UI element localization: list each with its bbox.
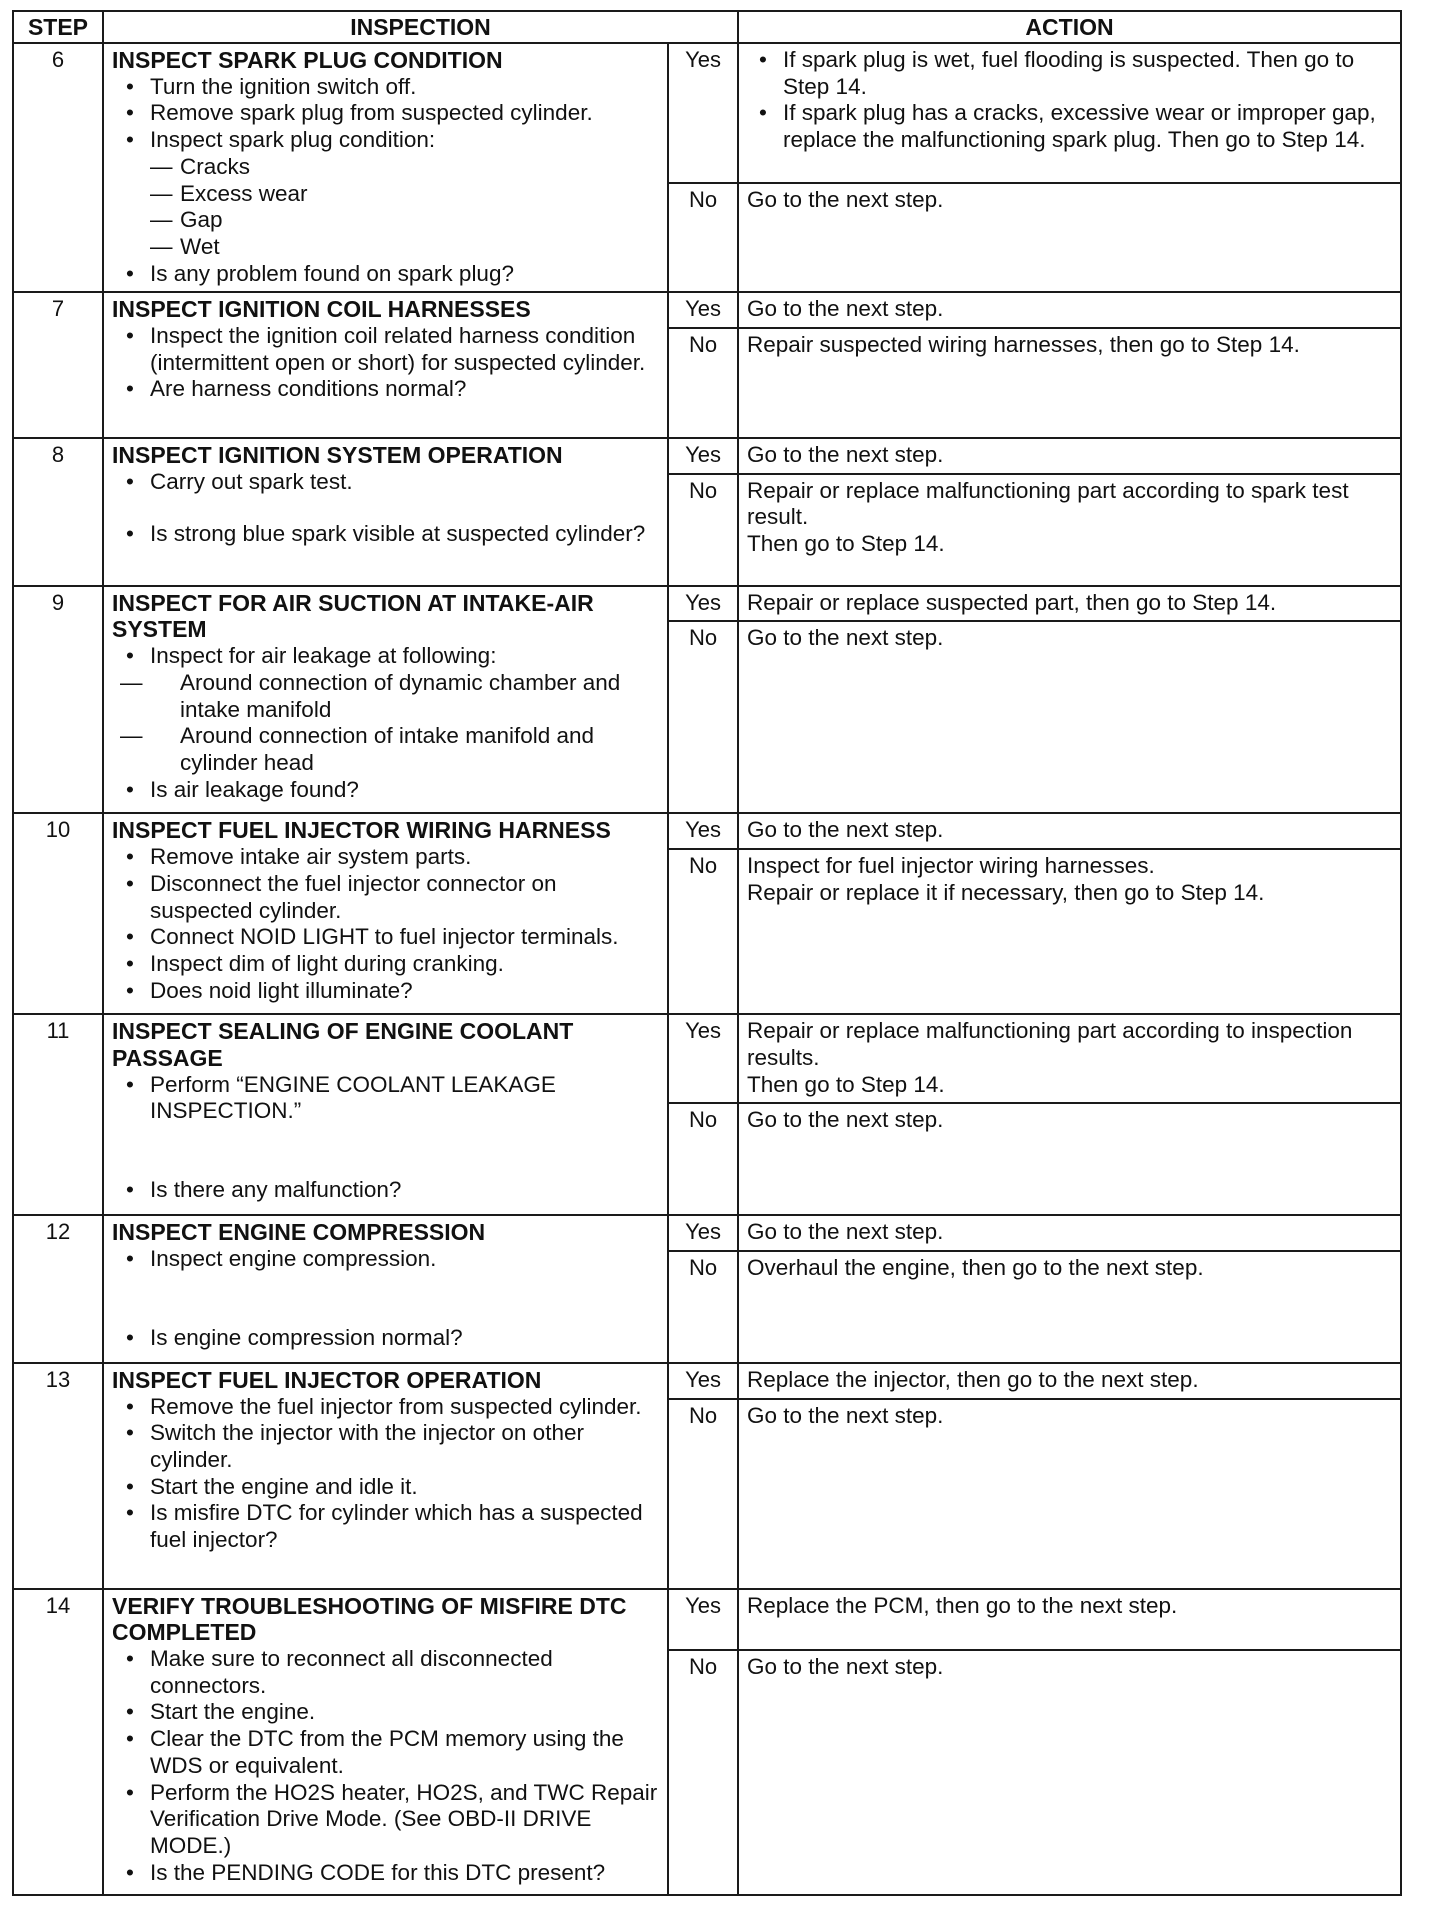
yes-label: Yes [668,813,738,849]
inspection-question: • Is the PENDING CODE for this DTC present? [112,1860,659,1887]
yes-action: Replace the PCM, then go to the next step. [738,1589,1401,1650]
no-label: No [668,1103,738,1215]
inspection-bullet: • Remove intake air system parts. [112,844,659,871]
inspection-title: INSPECT IGNITION SYSTEM OPERATION [112,442,563,469]
inspection-bullet: • Inspect for air leakage at following: [112,643,659,670]
step-number: 9 [13,586,103,814]
step-number: 11 [13,1014,103,1215]
inspection-bullet: • Carry out spark test. [112,469,659,496]
step-number: 13 [13,1363,103,1589]
yes-action: Go to the next step. [738,438,1401,474]
sub-item-text: Gap [180,207,223,233]
inspection-cell [103,43,668,292]
inspection-cell [103,1589,668,1895]
yes-label: Yes [668,292,738,328]
inspection-cell [103,438,668,586]
inspection-bullet: • Inspect spark plug condition: [112,127,659,154]
header-step: STEP [13,11,103,43]
step-number: 12 [13,1215,103,1363]
inspection-cell [103,292,668,438]
inspection-title: INSPECT FOR AIR SUCTION AT INTAKE-AIR SYSTEM [112,589,594,643]
troubleshooting-table [12,10,1402,1896]
inspection-bullet: • Connect NOID LIGHT to fuel injector terminals. [112,924,659,951]
action-bullet: • If spark plug is wet, fuel flooding is suspected. Then go to Step 14. [747,47,1392,100]
inspection-title: INSPECT IGNITION COIL HARNESSES [112,296,531,323]
spacer [112,495,659,521]
inspection-bullet: • Turn the ignition switch off. [112,74,659,101]
inspection-title: INSPECT ENGINE COMPRESSION [112,1219,486,1246]
step-7-yes-row [13,292,1401,328]
sub-item-text: Cracks [180,153,251,179]
action-bullet: • If spark plug has a cracks, excessive wear or improper gap, replace the malfunctioning spark plug. Then go to Step 14. [747,100,1392,153]
yes-label: Yes [668,1363,738,1399]
inspection-bullet: • Inspect engine compression. [112,1246,659,1273]
yes-label: Yes [668,1014,738,1103]
inspection-bullet: • Inspect dim of light during cranking. [112,951,659,978]
step-12-yes-row [13,1215,1401,1251]
step-8-yes-row [13,438,1401,474]
table-header-row [13,11,1401,43]
inspection-sub-item: — Excess wear [150,180,308,206]
no-action [738,849,1401,1014]
inspection-bullet: • Clear the DTC from the PCM memory using the WDS or equivalent. [112,1726,659,1779]
inspection-cell [103,586,668,814]
step-number: 14 [13,1589,103,1895]
inspection-sub-item: — Around connection of intake manifold and cylinder head [120,723,595,775]
inspection-question: • Is misfire DTC for cylinder which has a suspected fuel injector? [112,1500,659,1553]
inspection-bullet: • Inspect the ignition coil related harness condition (intermittent open or short) for suspected cylinder. [112,323,659,376]
yes-label: Yes [668,43,738,183]
no-label: No [668,328,738,438]
no-action: Go to the next step. [738,1650,1401,1895]
yes-action: Repair or replace suspected part, then go to Step 14. [738,586,1401,622]
step-13-yes-row [13,1363,1401,1399]
yes-action: Go to the next step. [738,1215,1401,1251]
inspection-sub-item: — Gap [150,207,223,233]
step-10-yes-row [13,813,1401,849]
action-line: Repair or replace malfunctioning part according to inspection results. [747,1018,1353,1070]
yes-label: Yes [668,1589,738,1650]
no-label: No [668,183,738,292]
inspection-bullet: • Start the engine. [112,1699,659,1726]
no-label: No [668,474,738,586]
inspection-cell [103,1014,668,1215]
inspection-bullet: • Switch the injector with the injector on other cylinder. [112,1420,659,1473]
inspection-bullet: • Make sure to reconnect all disconnected connectors. [112,1646,659,1699]
inspection-bullet: • Start the engine and idle it. [112,1474,659,1501]
inspection-question: • Is there any malfunction? [112,1177,659,1204]
step-number: 10 [13,813,103,1014]
no-label: No [668,1650,738,1895]
inspection-bullet: • Disconnect the fuel injector connector on suspected cylinder. [112,871,659,924]
inspection-question: • Is any problem found on spark plug? [112,261,659,288]
yes-action [738,1014,1401,1103]
yes-action [738,43,1401,183]
inspection-title: INSPECT SEALING OF ENGINE COOLANT PASSAGE [112,1018,574,1071]
step-number: 6 [13,43,103,292]
inspection-question: • Is strong blue spark visible at suspected cylinder? [112,521,659,548]
no-label: No [668,1251,738,1363]
sub-item-text: Around connection of intake manifold and cylinder head [180,723,595,775]
inspection-title: INSPECT FUEL INJECTOR WIRING HARNESS [112,817,611,844]
spacer [112,1125,659,1177]
spacer [112,1273,659,1325]
no-action: Go to the next step. [738,183,1401,292]
no-action: Go to the next step. [738,1399,1401,1589]
sub-item-text: Wet [180,233,220,259]
header-action: ACTION [738,11,1401,43]
action-line: Repair or replace it if necessary, then go to Step 14. [747,879,1265,905]
no-label: No [668,849,738,1014]
inspection-sub-item: — Around connection of dynamic chamber and intake manifold [120,669,621,722]
inspection-cell [103,813,668,1014]
inspection-question: • Is air leakage found? [112,777,659,804]
no-label: No [668,621,738,813]
yes-action: Go to the next step. [738,813,1401,849]
inspection-title: INSPECT FUEL INJECTOR OPERATION [112,1366,542,1393]
no-action: Repair suspected wiring harnesses, then go to Step 14. [738,328,1401,438]
inspection-sub-item: — Wet [150,233,220,259]
sub-item-text: Around connection of dynamic chamber and intake manifold [180,669,621,722]
inspection-bullet: • Perform the HO2S heater, HO2S, and TWC Repair Verification Drive Mode. (See OBD-II DRIVE MODE.) [112,1780,659,1860]
inspection-bullet: • Remove the fuel injector from suspected cylinder. [112,1394,659,1421]
inspection-sub-item: — Cracks [150,153,251,179]
yes-label: Yes [668,1215,738,1251]
inspection-cell [103,1215,668,1363]
inspection-question: • Is engine compression normal? [112,1325,659,1352]
yes-action: Replace the injector, then go to the next step. [738,1363,1401,1399]
inspection-question: • Does noid light illuminate? [112,978,659,1005]
no-label: No [668,1399,738,1589]
inspection-question: • Are harness conditions normal? [112,376,659,403]
step-number: 7 [13,292,103,438]
yes-action: Go to the next step. [738,292,1401,328]
step-14-yes-row [13,1589,1401,1650]
step-number: 8 [13,438,103,586]
action-line: Then go to Step 14. [747,531,945,557]
sub-item-text: Excess wear [180,180,308,206]
action-line: Then go to Step 14. [747,1071,945,1097]
inspection-title: INSPECT SPARK PLUG CONDITION [112,47,503,73]
step-9-yes-row [13,586,1401,622]
action-line: Inspect for fuel injector wiring harnesses. [747,853,1155,879]
inspection-title: VERIFY TROUBLESHOOTING OF MISFIRE DTC COMPLETED [112,1592,627,1646]
action-line: Repair or replace malfunctioning part according to spark test result. [747,477,1349,530]
step-6-yes-row [13,43,1401,183]
no-action: Overhaul the engine, then go to the next step. [738,1251,1401,1363]
no-action [738,474,1401,586]
no-action: Go to the next step. [738,621,1401,813]
inspection-bullet: • Perform “ENGINE COOLANT LEAKAGE INSPECTION.” [112,1072,659,1125]
header-inspection: INSPECTION [103,11,738,43]
no-action: Go to the next step. [738,1103,1401,1215]
yes-label: Yes [668,586,738,622]
inspection-bullet: • Remove spark plug from suspected cylinder. [112,100,659,127]
yes-label: Yes [668,438,738,474]
troubleshooting-sheet [12,10,1400,1896]
inspection-cell [103,1363,668,1589]
step-11-yes-row [13,1014,1401,1103]
